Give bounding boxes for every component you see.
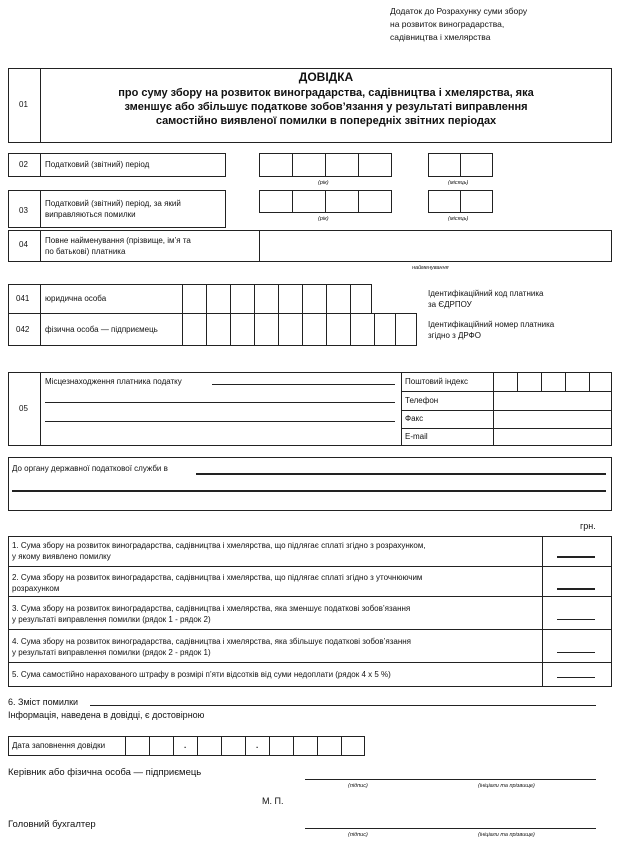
row02-year-caption: (рік) xyxy=(318,180,329,186)
row04-label2: по батькові) платника xyxy=(45,247,126,256)
tax-office-line[interactable] xyxy=(12,490,606,492)
confirm-text: Інформація, наведена в довідці, є достовірною xyxy=(8,710,205,720)
row041-id-label1: Ідентифікаційний код платника xyxy=(428,289,544,298)
title-line3: самостійно виявленої помилки в попередніх звітних періодах xyxy=(155,115,497,127)
accountant-signature-caption: (підпис) xyxy=(348,832,368,838)
phone-field[interactable] xyxy=(494,392,611,409)
drfo-cell[interactable] xyxy=(374,313,396,346)
row03-year-cell[interactable] xyxy=(325,190,359,213)
location-label: Місцезнаходження платника податку xyxy=(45,377,182,386)
tax-office-label: До органу державної податкової служби в xyxy=(12,464,168,473)
head-label: Керівник або фізична особа — підприємець xyxy=(8,767,202,778)
accountant-label: Головний бухгалтер xyxy=(8,819,96,830)
fax-label: Факс xyxy=(405,414,424,423)
title-main: ДОВІДКА xyxy=(298,70,354,84)
drfo-cell[interactable] xyxy=(326,313,351,346)
row03-year-caption: (рік) xyxy=(318,216,329,222)
row03-month-cell[interactable] xyxy=(428,190,461,213)
title-line1: про суму збору на розвиток виноградарства, садівництва і хмелярства, яка xyxy=(118,87,534,99)
row03-year-cell[interactable] xyxy=(259,190,293,213)
edrpou-cell[interactable] xyxy=(182,284,207,314)
row02-month-cell[interactable] xyxy=(428,153,461,177)
email-field[interactable] xyxy=(494,429,611,445)
sum-row-3-line1: 3. Сума збору на розвиток виноградарства, садівництва і хмелярства, яка зменшує податкові зобов’язання xyxy=(12,604,411,613)
drfo-cell[interactable] xyxy=(182,313,207,346)
row05-code: 05 xyxy=(19,404,28,413)
head-signature-caption: (підпис) xyxy=(348,783,368,789)
row042-label: фізична особа — підприємець xyxy=(45,325,158,334)
sum-row-5-line1: 5. Сума самостійно нарахованого штрафу в розмірі п’яти відсотків від суми недоплати (рядок 4 х 5 %) xyxy=(12,670,391,679)
sum-row-2-line1: 2. Сума збору на розвиток виноградарства, садівництва і хмелярства, що підлягає сплаті згідно з уточнюючим xyxy=(12,573,423,582)
row03-label1: Податковий (звітний) період, за який xyxy=(45,199,181,208)
row04-caption: найменування xyxy=(412,265,449,271)
edrpou-cell[interactable] xyxy=(254,284,279,314)
edrpou-cell[interactable] xyxy=(302,284,327,314)
edrpou-cell[interactable] xyxy=(230,284,255,314)
date-cell[interactable] xyxy=(317,736,342,756)
date-cell[interactable] xyxy=(269,736,294,756)
row041-label: юридична особа xyxy=(45,294,107,303)
date-dot: . xyxy=(256,741,259,750)
row041-code: 041 xyxy=(16,294,30,303)
sum-row-1-line1: 1. Сума збору на розвиток виноградарства, садівництва і хмелярства, що підлягає сплаті згідно з розрахунком, xyxy=(12,541,426,550)
row02-year-cell[interactable] xyxy=(358,153,392,177)
head-signature-line[interactable] xyxy=(305,779,596,780)
sum-row-1-line2: у якому виявлено помилку xyxy=(12,552,111,561)
row03-year-cell[interactable] xyxy=(292,190,326,213)
drfo-cell[interactable] xyxy=(206,313,231,346)
drfo-cell[interactable] xyxy=(302,313,327,346)
edrpou-cell[interactable] xyxy=(326,284,351,314)
sum-row-4-value[interactable] xyxy=(557,652,595,653)
fax-field[interactable] xyxy=(494,411,611,427)
row03-code: 03 xyxy=(19,206,28,215)
row02-year-cell[interactable] xyxy=(325,153,359,177)
date-label: Дата заповнення довідки xyxy=(12,741,106,750)
drfo-cell[interactable] xyxy=(395,313,417,346)
edrpou-cell[interactable] xyxy=(350,284,372,314)
sum-row-4-line2: у результаті виправлення помилки (рядок 2 - рядок 1) xyxy=(12,648,211,657)
row04-name-field[interactable] xyxy=(260,231,610,261)
row042-code: 042 xyxy=(16,325,30,334)
row041-id-label2: за ЄДРПОУ xyxy=(428,300,472,309)
sum-row-3-line2: у результаті виправлення помилки (рядок 1 - рядок 2) xyxy=(12,615,211,624)
email-label: E-mail xyxy=(405,432,428,441)
row02-year-cell[interactable] xyxy=(259,153,293,177)
accountant-signature-line[interactable] xyxy=(305,828,596,829)
row03-year-cell[interactable] xyxy=(358,190,392,213)
error-content-line[interactable] xyxy=(90,705,596,706)
title-line2: зменшує або збільшує податкове зобов’язання у результаті виправлення xyxy=(124,101,528,113)
drfo-cell[interactable] xyxy=(254,313,279,346)
date-cell[interactable] xyxy=(149,736,174,756)
row04-code: 04 xyxy=(19,240,28,249)
location-line[interactable] xyxy=(45,421,395,422)
header-note-line3: садівництва і хмелярства xyxy=(390,32,491,42)
row02-code: 02 xyxy=(19,160,28,169)
date-dot: . xyxy=(184,741,187,750)
drfo-cell[interactable] xyxy=(230,313,255,346)
row04-label1: Повне найменування (прізвище, ім’я та xyxy=(45,236,191,245)
head-initials-caption: (ініціали та прізвище) xyxy=(478,783,535,789)
row03-label2: виправляються помилки xyxy=(45,210,136,219)
row042-id-label2: згідно з ДРФО xyxy=(428,331,481,340)
sum-row-3-value[interactable] xyxy=(557,619,595,620)
location-line[interactable] xyxy=(45,402,395,403)
row02-year-cell[interactable] xyxy=(292,153,326,177)
currency-label: грн. xyxy=(580,521,596,531)
postal-code-field[interactable] xyxy=(494,373,611,390)
row042-id-label1: Ідентифікаційний номер платника xyxy=(428,320,555,329)
sum-row-5-value[interactable] xyxy=(557,677,595,678)
header-note-line2: на розвиток виноградарства, xyxy=(390,19,505,29)
row02-month-caption: (місяць) xyxy=(448,180,469,186)
tax-office-line[interactable] xyxy=(196,473,606,475)
date-cell[interactable] xyxy=(221,736,246,756)
edrpou-cell[interactable] xyxy=(206,284,231,314)
stamp-label: М. П. xyxy=(262,796,284,806)
postal-label: Поштовий індекс xyxy=(405,377,468,386)
row02-month-cell[interactable] xyxy=(460,153,493,177)
error-content-label: 6. Зміст помилки xyxy=(8,697,79,707)
date-cell[interactable] xyxy=(341,736,365,756)
header-note-line1: Додаток до Розрахунку суми збору xyxy=(390,6,528,16)
drfo-cell[interactable] xyxy=(278,313,303,346)
sum-row-2-value[interactable] xyxy=(557,588,595,590)
sum-row-2-line2: розрахунком xyxy=(12,584,60,593)
row03-month-caption: (місяць) xyxy=(448,216,469,222)
accountant-initials-caption: (ініціали та прізвище) xyxy=(478,832,535,838)
date-cell[interactable] xyxy=(293,736,318,756)
date-cell[interactable] xyxy=(197,736,222,756)
drfo-cell[interactable] xyxy=(350,313,375,346)
row02-label: Податковий (звітний) період xyxy=(45,160,150,169)
edrpou-cell[interactable] xyxy=(278,284,303,314)
row03-month-cell[interactable] xyxy=(460,190,493,213)
sum-row-1-value[interactable] xyxy=(557,556,595,558)
title-code: 01 xyxy=(19,100,28,109)
sum-row-4-line1: 4. Сума збору на розвиток виноградарства, садівництва і хмелярства, яка збільшує податкові зобов’язання xyxy=(12,637,412,646)
location-line[interactable] xyxy=(212,384,395,385)
date-cell[interactable] xyxy=(125,736,150,756)
phone-label: Телефон xyxy=(405,396,439,405)
